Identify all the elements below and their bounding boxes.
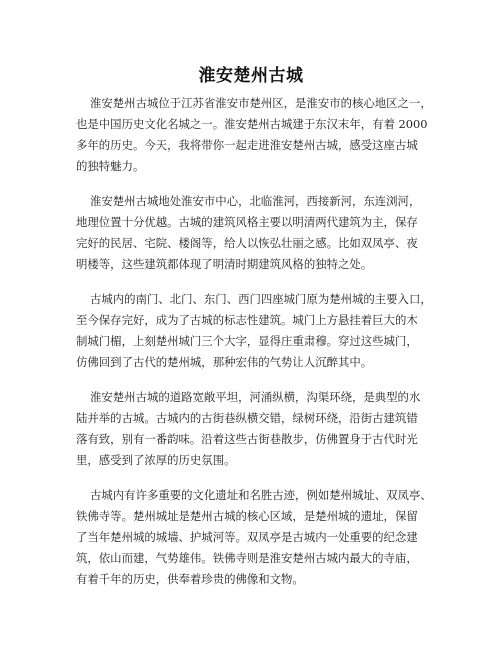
paragraph-4 — [76, 387, 446, 471]
paragraph-3 — [76, 289, 446, 373]
paragraph-line: 了当年楚州城的城墙、护城河等。双凤亭是古城内一处重要的纪念建 — [76, 530, 418, 544]
paragraph-2 — [76, 191, 446, 275]
paragraph-line: 明楼等，这些建筑都体现了明清时期建筑风格的独特之处。 — [76, 257, 373, 271]
paragraph-line: 地理位置十分优越。古城的建筑风格主要以明清两代建筑为主，保存 — [76, 215, 418, 229]
paragraph-line: 里，感受到了浓厚的历史氛围。 — [76, 453, 236, 467]
paragraph-line: 古城内有许多重要的文化遗址和名胜古迹，例如楚州城址、双凤亭、 — [90, 488, 432, 502]
paragraph-line: 淮安楚州古城位于江苏省淮安市楚州区，是淮安市的核心地区之一， — [90, 96, 432, 110]
paragraph-line: 仿佛回到了古代的楚州城，那种宏伟的气势让人沉醉其中。 — [76, 355, 373, 369]
document-title: 淮安楚州古城 — [198, 66, 304, 86]
paragraph-line: 的独特魅力。 — [76, 159, 145, 173]
paragraph-1 — [76, 93, 446, 177]
paragraph-line: 落有致，别有一番韵味。沿着这些古街巷散步，仿佛置身于古代时光 — [76, 432, 418, 446]
paragraph-line: 多年的历史。今天，我将带你一起走进淮安楚州古城，感受这座古城 — [76, 138, 418, 152]
paragraph-line: 有着千年的历史，供奉着珍贵的佛像和文物。 — [76, 572, 304, 586]
paragraph-line: 铁佛寺等。楚州城址是楚州古城的核心区域，是楚州城的遗址，保留 — [76, 509, 418, 523]
paragraph-line: 至今保存完好，成为了古城的标志性建筑。城门上方悬挂着巨大的木 — [76, 313, 418, 327]
paragraph-line: 完好的民居、宅院、楼阁等，给人以恢弘壮丽之感。比如双凤亭、夜 — [76, 236, 418, 250]
paragraph-line: 制城门楣，上刻楚州城门三个大字，显得庄重肃穆。穿过这些城门， — [76, 334, 418, 348]
paragraph-line: 也是中国历史文化名城之一。淮安楚州古城建于东汉末年，有着 2000 — [76, 117, 428, 131]
paragraph-line: 淮安楚州古城地处淮安市中心，北临淮河，西接新河，东连浏河， — [90, 194, 421, 208]
paragraph-line: 陆并举的古城。古城内的古街巷纵横交错，绿树环绕，沿街古建筑错 — [76, 411, 418, 425]
paragraph-line: 古城内的南门、北门、东门、西门四座城门原为楚州城的主要入口， — [90, 292, 432, 306]
paragraph-5 — [76, 485, 446, 590]
paragraph-line: 淮安楚州古城的道路宽敞平坦，河涌纵横，沟渠环绕，是典型的水 — [90, 390, 421, 404]
paragraph-line: 筑，依山而建，气势雄伟。铁佛寺则是淮安楚州古城内最大的寺庙， — [76, 551, 418, 565]
